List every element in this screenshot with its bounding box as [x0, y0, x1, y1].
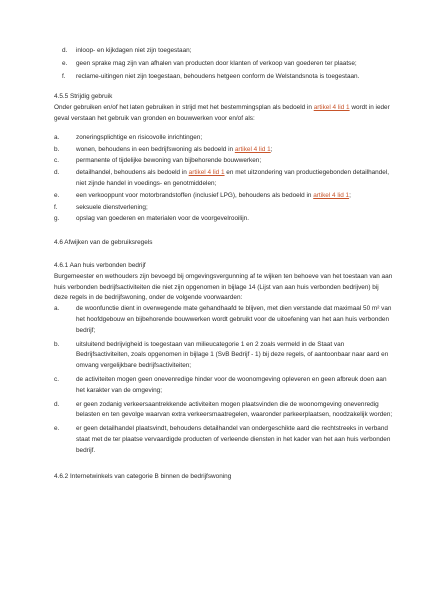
- section-intro-4-5-5: [54, 103, 394, 125]
- item-letter: f.: [62, 72, 66, 80]
- item-letter: e.: [62, 59, 68, 67]
- list-item: [62, 72, 394, 83]
- item-text: permanente of tijdelijke bewoning van bijbehorende bouwwerken;: [76, 157, 262, 165]
- item-letter: e.: [54, 425, 60, 433]
- voorwaarden-list: [54, 304, 394, 456]
- list-item: [54, 424, 394, 456]
- item-text: seksuele dienstverlening;: [76, 203, 148, 211]
- item-text: de woonfunctie dient in overwegende mate gehandhaafd te blijven, met dien verstande dat maximaal 50 m² van het hoofdgebouw en bijbehorende bouwwerken wordt gebruikt voor de uitoefening van het aan huis verbonden bedrijf;: [76, 305, 392, 334]
- item-text: uitsluitend bedrijvigheid is toegestaan van milieucategorie 1 en 2 zoals vermeld in de Staat van Bedrijfsactiviteiten, zoals opgenomen in bijlage 1 (SvB Bedrijf - 1) bij deze regels, of aantoonbaar naar aard en omvang vergelijkbare bedrijfsactiviteiten;: [76, 340, 389, 370]
- article-link[interactable]: artikel 4 lid 1: [234, 145, 271, 153]
- strijdig-gebruik-list: [54, 133, 394, 225]
- list-item: [54, 214, 394, 225]
- article-link[interactable]: artikel 4 lid 1: [313, 104, 350, 112]
- item-letter: b.: [54, 145, 60, 153]
- item-letter: d.: [54, 400, 60, 408]
- item-text: zoneringsplichtige en risicovolle inrichtingen;: [76, 133, 203, 141]
- item-letter: a.: [54, 133, 60, 141]
- section-intro-4-6-1: Burgemeester en wethouders zijn bevoegd bij omgevingsvergunning af te wijken ten behoeve van het toestaan van aan huis verbonden bedrijfsactiviteiten die niet zijn opgenomen in bijlage 14 (Lijst van aan huis verbonden bedrijven) bij deze regels in de bedrijfswoning, onder de volgende voorwaarden:: [54, 272, 393, 302]
- intro-text: Onder gebruiken en/of het laten gebruiken in strijd met het bestemmingsplan als bedoeld in: [54, 104, 314, 112]
- item-letter: f.: [54, 203, 58, 211]
- list-item: [54, 340, 394, 372]
- item-letter: b.: [54, 340, 60, 348]
- item-letter: a.: [54, 305, 60, 313]
- top-list: [62, 46, 394, 82]
- item-letter: g.: [54, 215, 60, 223]
- list-item: [54, 156, 394, 167]
- item-letter: d.: [54, 169, 60, 177]
- item-text: een verkooppunt voor motorbrandstoffen (inclusief LPG), behoudens als bedoeld in artikel 4 lid 1;: [76, 191, 351, 199]
- section-heading-4-6-2: 4.6.2 Internetwinkels van categorie B binnen de bedrijfswoning: [54, 472, 232, 480]
- item-text: er geen zodanig verkeersaantrekkende activiteiten mogen plaatsvinden die de woonomgeving onevenredig belasten en ten gevolge waarvan extra verkeersmaatregelen, waaronder parkeerplaatsen, noodzakelijk worden;: [76, 400, 393, 419]
- item-text: opslag van goederen en materialen voor de voorgevelrooilijn.: [76, 215, 250, 223]
- list-item: [54, 168, 394, 190]
- item-text: er geen detailhandel plaatsvindt, behoudens detailhandel van ondergeschikte aard die rechtstreeks in verband staat met de ter plaatse vervaardigde producten of verleende diensten in het kader van het aan huis verbonden bedrijf.: [76, 425, 391, 454]
- list-item: [54, 375, 394, 397]
- list-item: [54, 400, 394, 422]
- section-heading-4-5-5: 4.5.5 Strijdig gebruik: [54, 93, 113, 101]
- item-text: wonen, behoudens in een bedrijfswoning als bedoeld in artikel 4 lid 1;: [76, 145, 273, 153]
- item-text: geen sprake mag zijn van afhalen van producten door klanten of verkoop van goederen ter plaatse;: [76, 59, 357, 67]
- item-text: detailhandel, behoudens als bedoeld in artikel 4 lid 1 en met uitzondering van productiegebonden detailhandel, niet zijnde handel in voedings- en genotmiddelen;: [76, 169, 390, 187]
- item-text: de activiteiten mogen geen onevenredige hinder voor de woonomgeving opleveren en geen afbreuk doen aan het karakter van de omgeving;: [76, 375, 387, 394]
- list-item: [62, 59, 394, 70]
- section-heading-4-6-1: 4.6.1 Aan huis verbonden bedrijf: [54, 261, 146, 269]
- article-link[interactable]: artikel 4 lid 1: [188, 169, 225, 177]
- list-item: [54, 304, 394, 336]
- item-letter: d.: [62, 47, 68, 54]
- list-item: [54, 191, 394, 202]
- list-item: [62, 46, 394, 57]
- item-letter: c.: [54, 157, 59, 165]
- item-letter: e.: [54, 191, 60, 199]
- article-link[interactable]: artikel 4 lid 1: [313, 191, 350, 199]
- list-item: [54, 203, 394, 214]
- list-item: [54, 133, 394, 144]
- item-text: reclame-uitingen niet zijn toegestaan, behoudens hetgeen conform de Welstandsnota is toegestaan.: [76, 72, 360, 80]
- section-heading-4-6: 4.6 Afwijken van de gebruiksregels: [54, 239, 153, 247]
- item-letter: c.: [54, 375, 59, 383]
- item-text: inloop- en kijkdagen niet zijn toegestaan;: [76, 47, 192, 54]
- intro-text: wordt in ieder geval verstaan het gebruik van gronden en bouwwerken voor en/of als:: [54, 104, 390, 122]
- list-item: [54, 145, 394, 156]
